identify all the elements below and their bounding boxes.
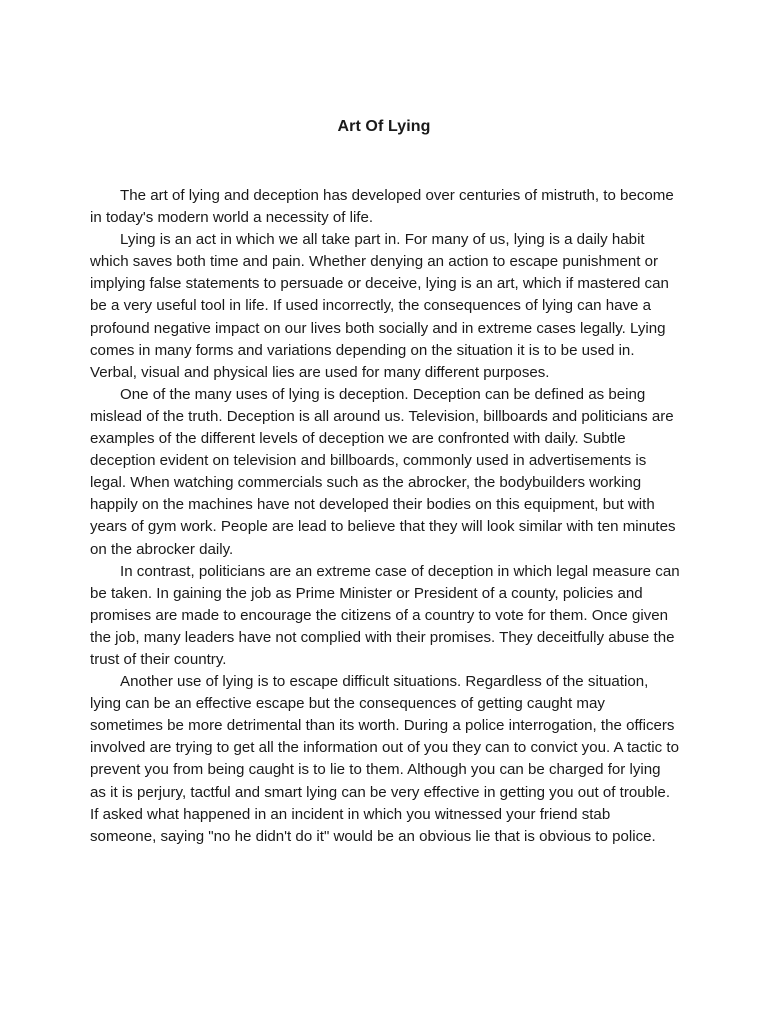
paragraph-deception: One of the many uses of lying is deception. Deception can be defined as being mislead of the truth. Deception is all around us. Television, billboards and politicians are examples of the different levels of deception we are confronted with daily. Subtle deception evident on television and billboards, commonly used in advertisements is legal. When watching commercials such as the abrocker, the bodybuilders working happily on the machines have not developed their bodies on this equipment, but with years of gym work. People are lead to believe that they will look similar with ten minutes on the abrocker daily. bbox=[90, 385, 676, 558]
document-body bbox=[90, 185, 680, 848]
paragraph-intro: The art of lying and deception has developed over centuries of mistruth, to become in today's modern world a necessity of life. bbox=[90, 187, 674, 227]
paragraph-politicians: In contrast, politicians are an extreme case of deception in which legal measure can be taken. In gaining the job as Prime Minister or President of a county, policies and promises are made to encourage the citizens of a country to vote for them. Once given the job, many leaders have not complied with their promises. They deceitfully abuse the trust of their country. bbox=[90, 562, 680, 668]
paragraph-escape: Another use of lying is to escape difficult situations. Regardless of the situation, lying can be an effective escape but the consequences of getting caught may sometimes be more detrimental than its worth. During a police interrogation, the officers involved are trying to get all the information out of you they can to convict you. A tactic to prevent you from being caught is to lie to them. Although you can be charged for lying as it is perjury, tactful and smart lying can be very effective in getting you out of trouble. If asked what happened in an incident in which you witnessed your friend stab someone, saying "no he didn't do it" would be an obvious lie that is obvious to police. bbox=[90, 673, 679, 845]
paragraph-lying-definition: Lying is an act in which we all take part in. For many of us, lying is a daily habit which saves both time and pain. Whether denying an action to escape punishment or implying false statements to persuade or deceive, lying is an art, which if mastered can be a very useful tool in life. If used incorrectly, the consequences of lying can have a profound negative impact on our lives both socially and in extreme cases legally. Lying comes in many forms and variations depending on the situation it is to be used in. Verbal, visual and physical lies are used for many different purposes. bbox=[90, 231, 669, 381]
document-title: Art Of Lying bbox=[337, 118, 431, 135]
